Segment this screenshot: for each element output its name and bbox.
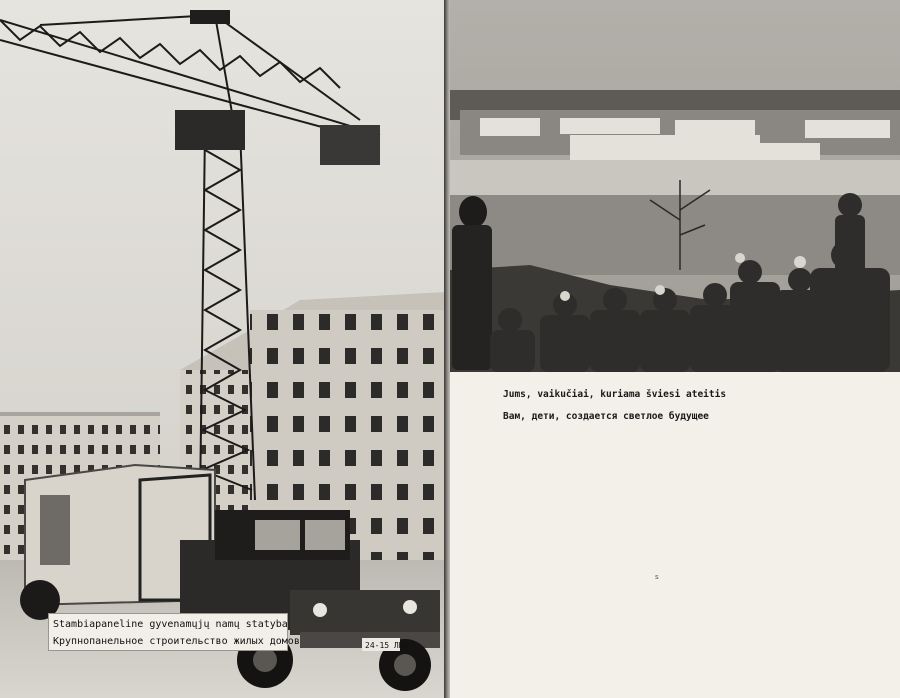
caption-lithuanian: Stambiapaneline gyvenamųjų namų statyba xyxy=(53,619,288,630)
crane-construction-photo xyxy=(0,0,446,698)
left-page xyxy=(0,0,446,698)
page-mark: s xyxy=(655,573,659,581)
left-caption xyxy=(48,613,300,651)
caption-lithuanian: Jums, vaikučiai, kuriama šviesi ateitis xyxy=(503,389,727,400)
truck-license-plate: 24-15 ЛИБ xyxy=(365,641,409,650)
right-page xyxy=(450,0,900,698)
children-river-city-photo xyxy=(450,0,900,372)
caption-russian: Вам, дети, создается светлое будущее xyxy=(503,411,709,422)
caption-russian: Крупнопанельное строительство жилых домов xyxy=(53,636,300,647)
children-photo-frame xyxy=(450,0,900,372)
right-caption xyxy=(503,384,726,428)
